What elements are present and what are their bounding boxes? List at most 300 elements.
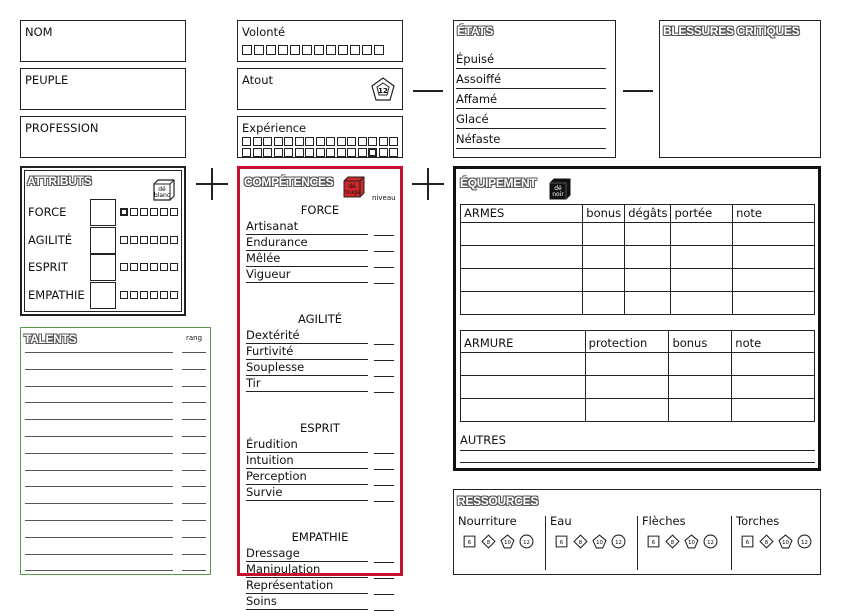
experience-checkboxes-row-1[interactable] [242, 137, 398, 146]
experience-checkbox[interactable] [263, 148, 272, 157]
experience-checkbox[interactable] [326, 137, 335, 146]
talent-line[interactable] [25, 486, 173, 487]
attribute-row [26, 199, 188, 227]
willpower-checkbox[interactable] [326, 45, 336, 55]
condition-item[interactable] [456, 49, 606, 69]
red-die-label-2: rouge [343, 189, 361, 196]
weapons-cell[interactable] [583, 269, 625, 292]
skill-level-line[interactable] [374, 251, 394, 252]
talent-line[interactable] [25, 554, 173, 555]
talent-line[interactable] [25, 419, 173, 420]
willpower-checkboxes[interactable] [242, 45, 384, 55]
resource-die-label: 8 [578, 540, 583, 547]
weapons-header-cell: note [733, 205, 815, 223]
skill-group-heading: ESPRIT [300, 421, 340, 435]
attribute-checkbox[interactable] [120, 291, 128, 299]
attribute-value-box[interactable] [90, 199, 116, 226]
talent-rank-line[interactable] [182, 537, 206, 538]
skill-item[interactable] [246, 267, 368, 283]
skill-level-line[interactable] [374, 562, 394, 563]
condition-item[interactable] [456, 109, 606, 129]
attribute-checkbox[interactable] [160, 208, 168, 216]
attribute-name: ESPRIT [28, 260, 68, 274]
skill-level-line[interactable] [374, 360, 394, 361]
people-label: PEUPLE [25, 73, 69, 87]
willpower-checkbox[interactable] [266, 45, 276, 55]
weapons-cell[interactable] [625, 292, 671, 315]
armor-cell[interactable] [461, 399, 586, 422]
skill-group-heading: EMPATHIE [291, 530, 349, 544]
skill-level-line[interactable] [374, 453, 394, 454]
weapons-cell[interactable] [461, 246, 583, 269]
skill-group-heading: FORCE [300, 203, 340, 217]
skill-item[interactable] [246, 562, 368, 578]
willpower-checkbox[interactable] [302, 45, 312, 55]
resources-title: RESSOURCES [457, 494, 539, 508]
attribute-checkbox[interactable] [160, 236, 168, 244]
attribute-row [26, 282, 188, 310]
weapons-row[interactable] [461, 246, 815, 269]
attribute-checkbox[interactable] [150, 291, 158, 299]
experience-checkbox[interactable] [389, 137, 398, 146]
experience-checkbox[interactable] [284, 137, 293, 146]
weapons-cell[interactable] [671, 269, 733, 292]
skill-item[interactable] [246, 594, 368, 610]
willpower-checkbox[interactable] [278, 45, 288, 55]
attributes-title: ATTRIBUTS [27, 174, 92, 188]
attribute-checkbox[interactable] [120, 208, 128, 216]
experience-checkboxes-row-2[interactable] [242, 148, 398, 157]
condition-label: Glacé [456, 112, 489, 126]
skill-level-line[interactable] [374, 376, 394, 377]
willpower-checkbox[interactable] [314, 45, 324, 55]
skill-name: Intuition [246, 453, 294, 467]
red-die-icon [340, 173, 366, 199]
skill-name: Endurance [246, 235, 308, 249]
resource-column [642, 512, 730, 592]
attribute-checkbox[interactable] [140, 291, 148, 299]
resource-dice [646, 534, 718, 549]
resource-name: Nourriture [458, 514, 517, 528]
experience-checkbox[interactable] [389, 148, 398, 157]
experience-checkbox[interactable] [253, 148, 262, 157]
willpower-label: Volonté [242, 25, 286, 39]
armor-cell[interactable] [732, 376, 815, 399]
other-label: AUTRES [460, 433, 506, 447]
pride-label: Atout [242, 73, 274, 87]
skill-item[interactable] [246, 328, 368, 344]
attribute-damage-checkboxes[interactable] [120, 291, 178, 299]
attribute-name: AGILITÉ [28, 232, 73, 247]
talent-line[interactable] [25, 470, 173, 471]
skill-name: Vigueur [246, 267, 291, 281]
willpower-checkbox[interactable] [242, 45, 252, 55]
experience-checkbox[interactable] [295, 148, 304, 157]
skill-level-line[interactable] [374, 501, 394, 502]
skill-level-line[interactable] [374, 485, 394, 486]
talent-rank-line[interactable] [182, 352, 206, 353]
experience-checkbox[interactable] [358, 137, 367, 146]
attribute-value-box[interactable] [90, 254, 116, 281]
experience-checkbox[interactable] [316, 137, 325, 146]
armor-cell[interactable] [732, 353, 815, 376]
experience-checkbox[interactable] [368, 148, 377, 157]
attribute-checkbox[interactable] [150, 263, 158, 271]
skill-name: Soins [246, 594, 277, 608]
resource-dice [740, 534, 812, 549]
skill-level-line[interactable] [374, 578, 394, 579]
skill-level-line[interactable] [374, 267, 394, 268]
armor-cell[interactable] [732, 399, 815, 422]
talent-rank-line[interactable] [182, 453, 206, 454]
weapons-cell[interactable] [625, 246, 671, 269]
attribute-checkbox[interactable] [160, 263, 168, 271]
skill-name: Dressage [246, 546, 300, 560]
skill-item[interactable] [246, 437, 368, 453]
attribute-checkbox[interactable] [170, 236, 178, 244]
attribute-checkbox[interactable] [120, 236, 128, 244]
resource-die-label: 10 [596, 540, 603, 547]
attribute-damage-checkboxes[interactable] [120, 236, 178, 244]
condition-label: Néfaste [456, 132, 501, 146]
attribute-checkbox[interactable] [170, 291, 178, 299]
d12-icon[interactable] [519, 534, 534, 549]
armor-header-cell: note [732, 331, 815, 353]
armor-cell[interactable] [585, 399, 669, 422]
armor-header-cell: protection [585, 331, 669, 353]
skill-level-line[interactable] [374, 235, 394, 236]
talent-line[interactable] [25, 503, 173, 504]
skill-item[interactable] [246, 578, 368, 594]
attribute-checkbox[interactable] [170, 263, 178, 271]
skill-item[interactable] [246, 453, 368, 469]
other-line[interactable] [460, 462, 815, 463]
connector-dash [623, 90, 653, 92]
talent-rank-line[interactable] [182, 402, 206, 403]
armor-cell[interactable] [669, 376, 732, 399]
d6-icon[interactable] [646, 534, 661, 549]
experience-checkbox[interactable] [379, 148, 388, 157]
attribute-name: FORCE [28, 205, 67, 219]
skill-name: Survie [246, 485, 283, 499]
d12-icon[interactable] [611, 534, 626, 549]
d8-icon[interactable] [573, 534, 588, 549]
weapons-cell[interactable] [461, 223, 583, 246]
condition-item[interactable] [456, 89, 606, 109]
d10-icon[interactable] [500, 534, 515, 549]
skill-level-line[interactable] [374, 344, 394, 345]
experience-checkbox[interactable] [326, 148, 335, 157]
weapons-row[interactable] [461, 292, 815, 315]
experience-checkbox[interactable] [263, 137, 272, 146]
attribute-checkbox[interactable] [140, 208, 148, 216]
attribute-damage-checkboxes[interactable] [120, 208, 178, 216]
resource-die-label: 12 [707, 540, 714, 547]
attribute-value-box[interactable] [90, 227, 116, 254]
resource-die-label: 12 [801, 540, 808, 547]
weapons-cell[interactable] [733, 223, 815, 246]
skill-name: Érudition [246, 437, 298, 451]
weapons-cell[interactable] [625, 269, 671, 292]
experience-label: Expérience [242, 121, 307, 135]
attribute-value-box[interactable] [90, 282, 116, 309]
attribute-row [26, 227, 188, 255]
condition-item[interactable] [456, 69, 606, 89]
white-die-label-1: dé [158, 186, 166, 193]
weapons-cell[interactable] [583, 246, 625, 269]
weapons-cell[interactable] [733, 269, 815, 292]
people-field[interactable] [20, 68, 186, 110]
talent-line[interactable] [25, 520, 173, 521]
talent-line[interactable] [25, 537, 173, 538]
skill-level-line[interactable] [374, 469, 394, 470]
d8-icon[interactable] [759, 534, 774, 549]
skill-name: Dextérité [246, 328, 300, 342]
d10-icon[interactable] [592, 534, 607, 549]
armor-cell[interactable] [585, 353, 669, 376]
armor-row[interactable] [461, 399, 815, 422]
skills-title: COMPÉTENCES [244, 175, 334, 189]
experience-checkbox[interactable] [305, 137, 314, 146]
skill-name: Mêlée [246, 251, 281, 265]
skill-name: Représentation [246, 578, 334, 592]
equipment-panel [453, 166, 821, 471]
critical-injuries-panel[interactable] [659, 20, 821, 158]
experience-checkbox[interactable] [358, 148, 367, 157]
weapons-cell[interactable] [671, 223, 733, 246]
weapons-cell[interactable] [461, 292, 583, 315]
condition-item[interactable] [456, 129, 606, 149]
d8-icon[interactable] [665, 534, 680, 549]
profession-label: PROFESSION [25, 121, 99, 135]
talent-rank-line[interactable] [182, 520, 206, 521]
skills-panel [237, 166, 403, 608]
talent-rank-line[interactable] [182, 554, 206, 555]
skill-name: Perception [246, 469, 307, 483]
resource-name: Eau [550, 514, 572, 528]
attribute-damage-checkboxes[interactable] [120, 263, 178, 271]
talent-line[interactable] [25, 436, 173, 437]
resource-divider [637, 516, 638, 570]
talent-line[interactable] [25, 402, 173, 403]
talent-line[interactable] [25, 369, 173, 370]
talent-line[interactable] [25, 386, 173, 387]
d10-icon[interactable] [778, 534, 793, 549]
black-die-icon [546, 175, 572, 201]
skill-item[interactable] [246, 344, 368, 360]
armor-header-cell: ARMURE [461, 331, 586, 353]
weapons-header-cell: dégâts [625, 205, 671, 223]
resource-die-label: 8 [670, 540, 675, 547]
attribute-checkbox[interactable] [120, 263, 128, 271]
d10-icon[interactable] [684, 534, 699, 549]
resource-name: Flèches [642, 514, 686, 528]
skill-item[interactable] [246, 251, 368, 267]
armor-cell[interactable] [669, 353, 732, 376]
talent-line[interactable] [25, 453, 173, 454]
talent-rank-line[interactable] [182, 470, 206, 471]
resource-die-label: 10 [782, 540, 789, 547]
skill-name: Furtivité [246, 344, 294, 358]
resource-die-label: 12 [615, 540, 622, 547]
attribute-checkbox[interactable] [130, 208, 138, 216]
resource-divider [731, 516, 732, 570]
skill-item[interactable] [246, 546, 368, 562]
armor-cell[interactable] [585, 376, 669, 399]
attribute-checkbox[interactable] [150, 236, 158, 244]
name-label: NOM [25, 25, 53, 39]
weapons-cell[interactable] [733, 246, 815, 269]
experience-checkbox[interactable] [337, 148, 346, 157]
name-field[interactable] [20, 20, 186, 62]
armor-table[interactable] [460, 330, 815, 422]
d12-icon[interactable] [703, 534, 718, 549]
conditions-panel [453, 20, 616, 158]
weapons-cell[interactable] [583, 292, 625, 315]
connector-dash [413, 90, 443, 92]
experience-checkbox[interactable] [242, 148, 251, 157]
skill-name: Manipulation [246, 562, 321, 576]
experience-checkbox[interactable] [316, 148, 325, 157]
skill-item[interactable] [246, 469, 368, 485]
resources-panel [453, 489, 821, 575]
profession-field[interactable] [20, 116, 186, 158]
d6-icon[interactable] [462, 534, 477, 549]
skill-item[interactable] [246, 360, 368, 376]
skill-name: Tir [246, 376, 261, 390]
resource-dice [554, 534, 626, 549]
talent-rank-line[interactable] [182, 486, 206, 487]
weapons-header-cell: bonus [583, 205, 625, 223]
condition-label: Épuisé [456, 52, 495, 66]
plus-sign [427, 168, 429, 200]
attribute-checkbox[interactable] [170, 208, 178, 216]
skill-item[interactable] [246, 219, 368, 235]
weapons-cell[interactable] [733, 292, 815, 315]
d12-icon[interactable] [797, 534, 812, 549]
weapons-cell[interactable] [671, 292, 733, 315]
skill-item[interactable] [246, 376, 368, 392]
resource-die-label: 8 [764, 540, 769, 547]
attribute-checkbox[interactable] [140, 263, 148, 271]
plus-sign [211, 168, 213, 200]
experience-checkbox[interactable] [379, 137, 388, 146]
attribute-checkbox[interactable] [160, 291, 168, 299]
weapons-row[interactable] [461, 269, 815, 292]
experience-checkbox[interactable] [368, 137, 377, 146]
resource-die-label: 12 [523, 540, 530, 547]
weapons-cell[interactable] [461, 269, 583, 292]
talent-rank-line[interactable] [182, 503, 206, 504]
armor-cell[interactable] [461, 376, 586, 399]
resource-die-label: 6 [559, 540, 564, 547]
skills-level-header: niveau [372, 194, 396, 202]
attribute-checkbox[interactable] [130, 291, 138, 299]
conditions-title: ÉTATS [457, 24, 494, 38]
pride-panel [237, 68, 403, 110]
attribute-checkbox[interactable] [140, 236, 148, 244]
skill-item[interactable] [246, 235, 368, 251]
armor-row[interactable] [461, 353, 815, 376]
armor-row[interactable] [461, 376, 815, 399]
weapons-row[interactable] [461, 223, 815, 246]
willpower-checkbox[interactable] [350, 45, 360, 55]
willpower-checkbox[interactable] [374, 45, 384, 55]
condition-label: Assoiffé [456, 72, 502, 86]
resource-dice [462, 534, 534, 549]
resource-column [550, 512, 638, 592]
experience-checkbox[interactable] [284, 148, 293, 157]
attribute-checkbox[interactable] [150, 208, 158, 216]
resource-column [458, 512, 546, 592]
critical-injuries-title: BLESSURES CRITIQUES [663, 24, 800, 38]
talent-line[interactable] [25, 570, 173, 571]
resource-divider [545, 516, 546, 570]
attribute-checkbox[interactable] [130, 263, 138, 271]
d6-icon[interactable] [740, 534, 755, 549]
resource-die-label: 6 [467, 540, 472, 547]
equipment-title: ÉQUIPEMENT [460, 176, 537, 190]
experience-checkbox[interactable] [295, 137, 304, 146]
armor-cell[interactable] [461, 353, 586, 376]
weapons-cell[interactable] [583, 223, 625, 246]
willpower-checkbox[interactable] [254, 45, 264, 55]
experience-checkbox[interactable] [337, 137, 346, 146]
red-die-label-1: dé [348, 183, 356, 190]
willpower-checkbox[interactable] [362, 45, 372, 55]
resource-column [736, 512, 824, 592]
other-line[interactable] [460, 450, 815, 451]
resource-name: Torches [736, 514, 780, 528]
willpower-panel [237, 20, 403, 62]
weapons-cell[interactable] [625, 223, 671, 246]
skill-item[interactable] [246, 485, 368, 501]
willpower-checkbox[interactable] [338, 45, 348, 55]
talents-rank-header: rang [186, 334, 203, 342]
skill-level-line[interactable] [374, 283, 394, 284]
armor-cell[interactable] [669, 399, 732, 422]
experience-checkbox[interactable] [242, 137, 251, 146]
weapons-header-cell: ARMES [461, 205, 583, 223]
attribute-checkbox[interactable] [130, 236, 138, 244]
attribute-row [26, 254, 188, 282]
talent-rank-line[interactable] [182, 386, 206, 387]
experience-checkbox[interactable] [347, 148, 356, 157]
talent-rank-line[interactable] [182, 436, 206, 437]
white-die-label-2: blanc [153, 192, 171, 199]
d8-icon[interactable] [481, 534, 496, 549]
skill-level-line[interactable] [374, 594, 394, 595]
weapons-table[interactable] [460, 204, 815, 315]
condition-label: Affamé [456, 92, 498, 106]
black-die-label-1: dé [554, 185, 562, 192]
d12-icon [370, 77, 396, 103]
black-die-label-2: noir [552, 191, 564, 198]
talent-rank-line[interactable] [182, 570, 206, 571]
talent-line[interactable] [25, 352, 173, 353]
talent-rank-line[interactable] [182, 369, 206, 370]
experience-checkbox[interactable] [347, 137, 356, 146]
experience-checkbox[interactable] [274, 137, 283, 146]
experience-checkbox[interactable] [274, 148, 283, 157]
d6-icon[interactable] [554, 534, 569, 549]
experience-checkbox[interactable] [305, 148, 314, 157]
skill-level-line[interactable] [374, 392, 394, 393]
talent-rank-line[interactable] [182, 419, 206, 420]
experience-checkbox[interactable] [253, 137, 262, 146]
willpower-checkbox[interactable] [290, 45, 300, 55]
weapons-cell[interactable] [671, 246, 733, 269]
